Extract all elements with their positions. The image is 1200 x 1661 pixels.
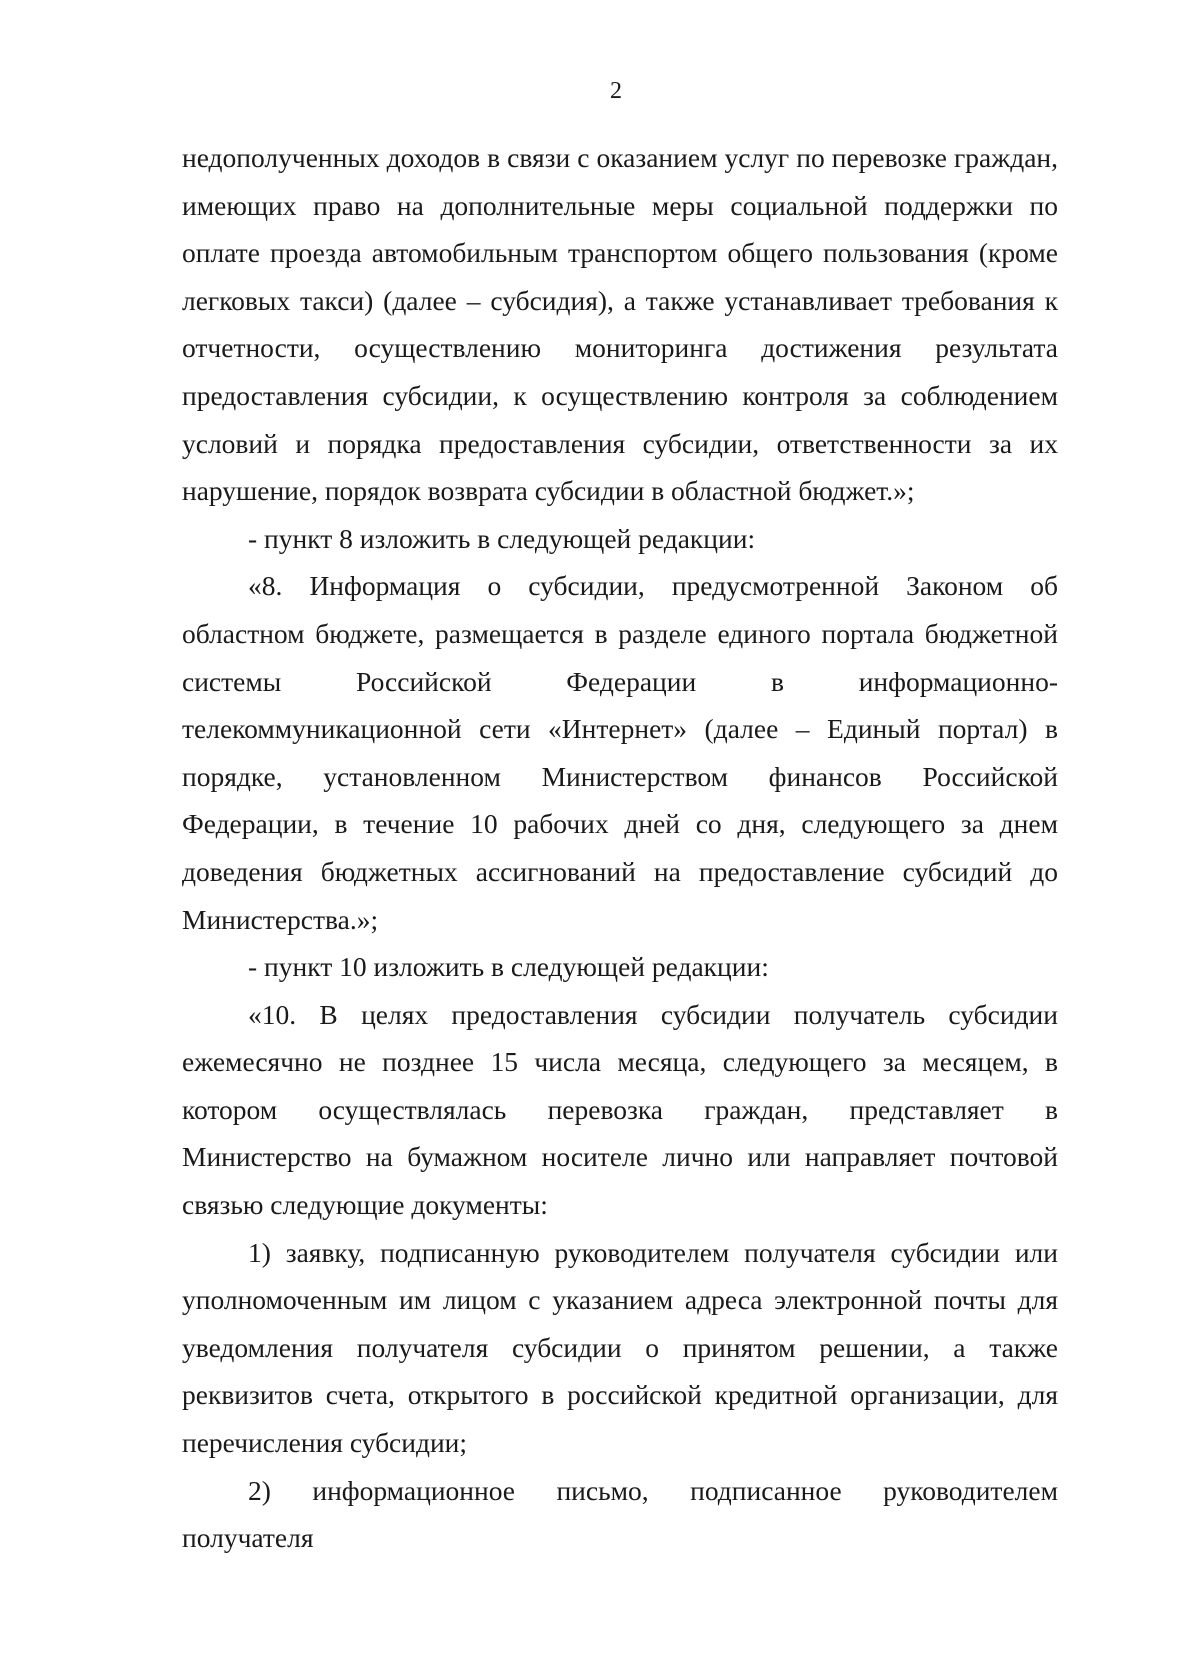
- page-number: 2: [610, 78, 622, 104]
- paragraph-item-10-text: «10. В целях предоставления субсидии получатель субсидии ежемесячно не позднее 15 числа месяца, следующего за месяцем, в котором осуществлялась перевозка граждан, представляет в Министерство на бумажном носителе лично или направляет почтовой связью следующие документы:: [182, 998, 1058, 1221]
- paragraph-item-8-text: «8. Информация о субсидии, предусмотренной Законом об областном бюджете, размещается в разделе единого портала бюджетной системы Российской Федерации в информационно-телекоммуникационной сети «Интернет» (далее – Единый портал) в порядке, установленном Министерством финансов Российской Федерации, в течение 10 рабочих дней со дня, следующего за днем доведения бюджетных ассигнований на предоставление субсидий до Министерства.»;: [182, 570, 1058, 935]
- paragraph-item-10-intro: - пункт 10 изложить в следующей редакции:: [248, 951, 769, 983]
- document-body: [182, 134, 1058, 1562]
- paragraph-item-8-intro: - пункт 8 изложить в следующей редакции:: [248, 522, 756, 554]
- paragraph-continuation: недополученных доходов в связи с оказанием услуг по перевозке граждан, имеющих право на дополнительные меры социальной поддержки по оплате проезда автомобильным транспортом общего пользования (кроме легковых такси) (далее – субсидия), а также устанавливает требования к отчетности, осуществлению мониторинга достижения результата предоставления субсидии, к осуществлению контроля за соблюдением условий и порядка предоставления субсидии, ответственности за их нарушение, порядок возврата субсидии в областной бюджет.»;: [182, 142, 1058, 507]
- paragraph-subitem-2: 2) информационное письмо, подписанное руководителем получателя: [182, 1474, 1058, 1554]
- paragraph-subitem-1: 1) заявку, подписанную руководителем получателя субсидии или уполномоченным им лицом с указанием адреса электронной почты для уведомления получателя субсидии о принятом решении, а также реквизитов счета, открытого в российской кредитной организации, для перечисления субсидии;: [182, 1236, 1058, 1459]
